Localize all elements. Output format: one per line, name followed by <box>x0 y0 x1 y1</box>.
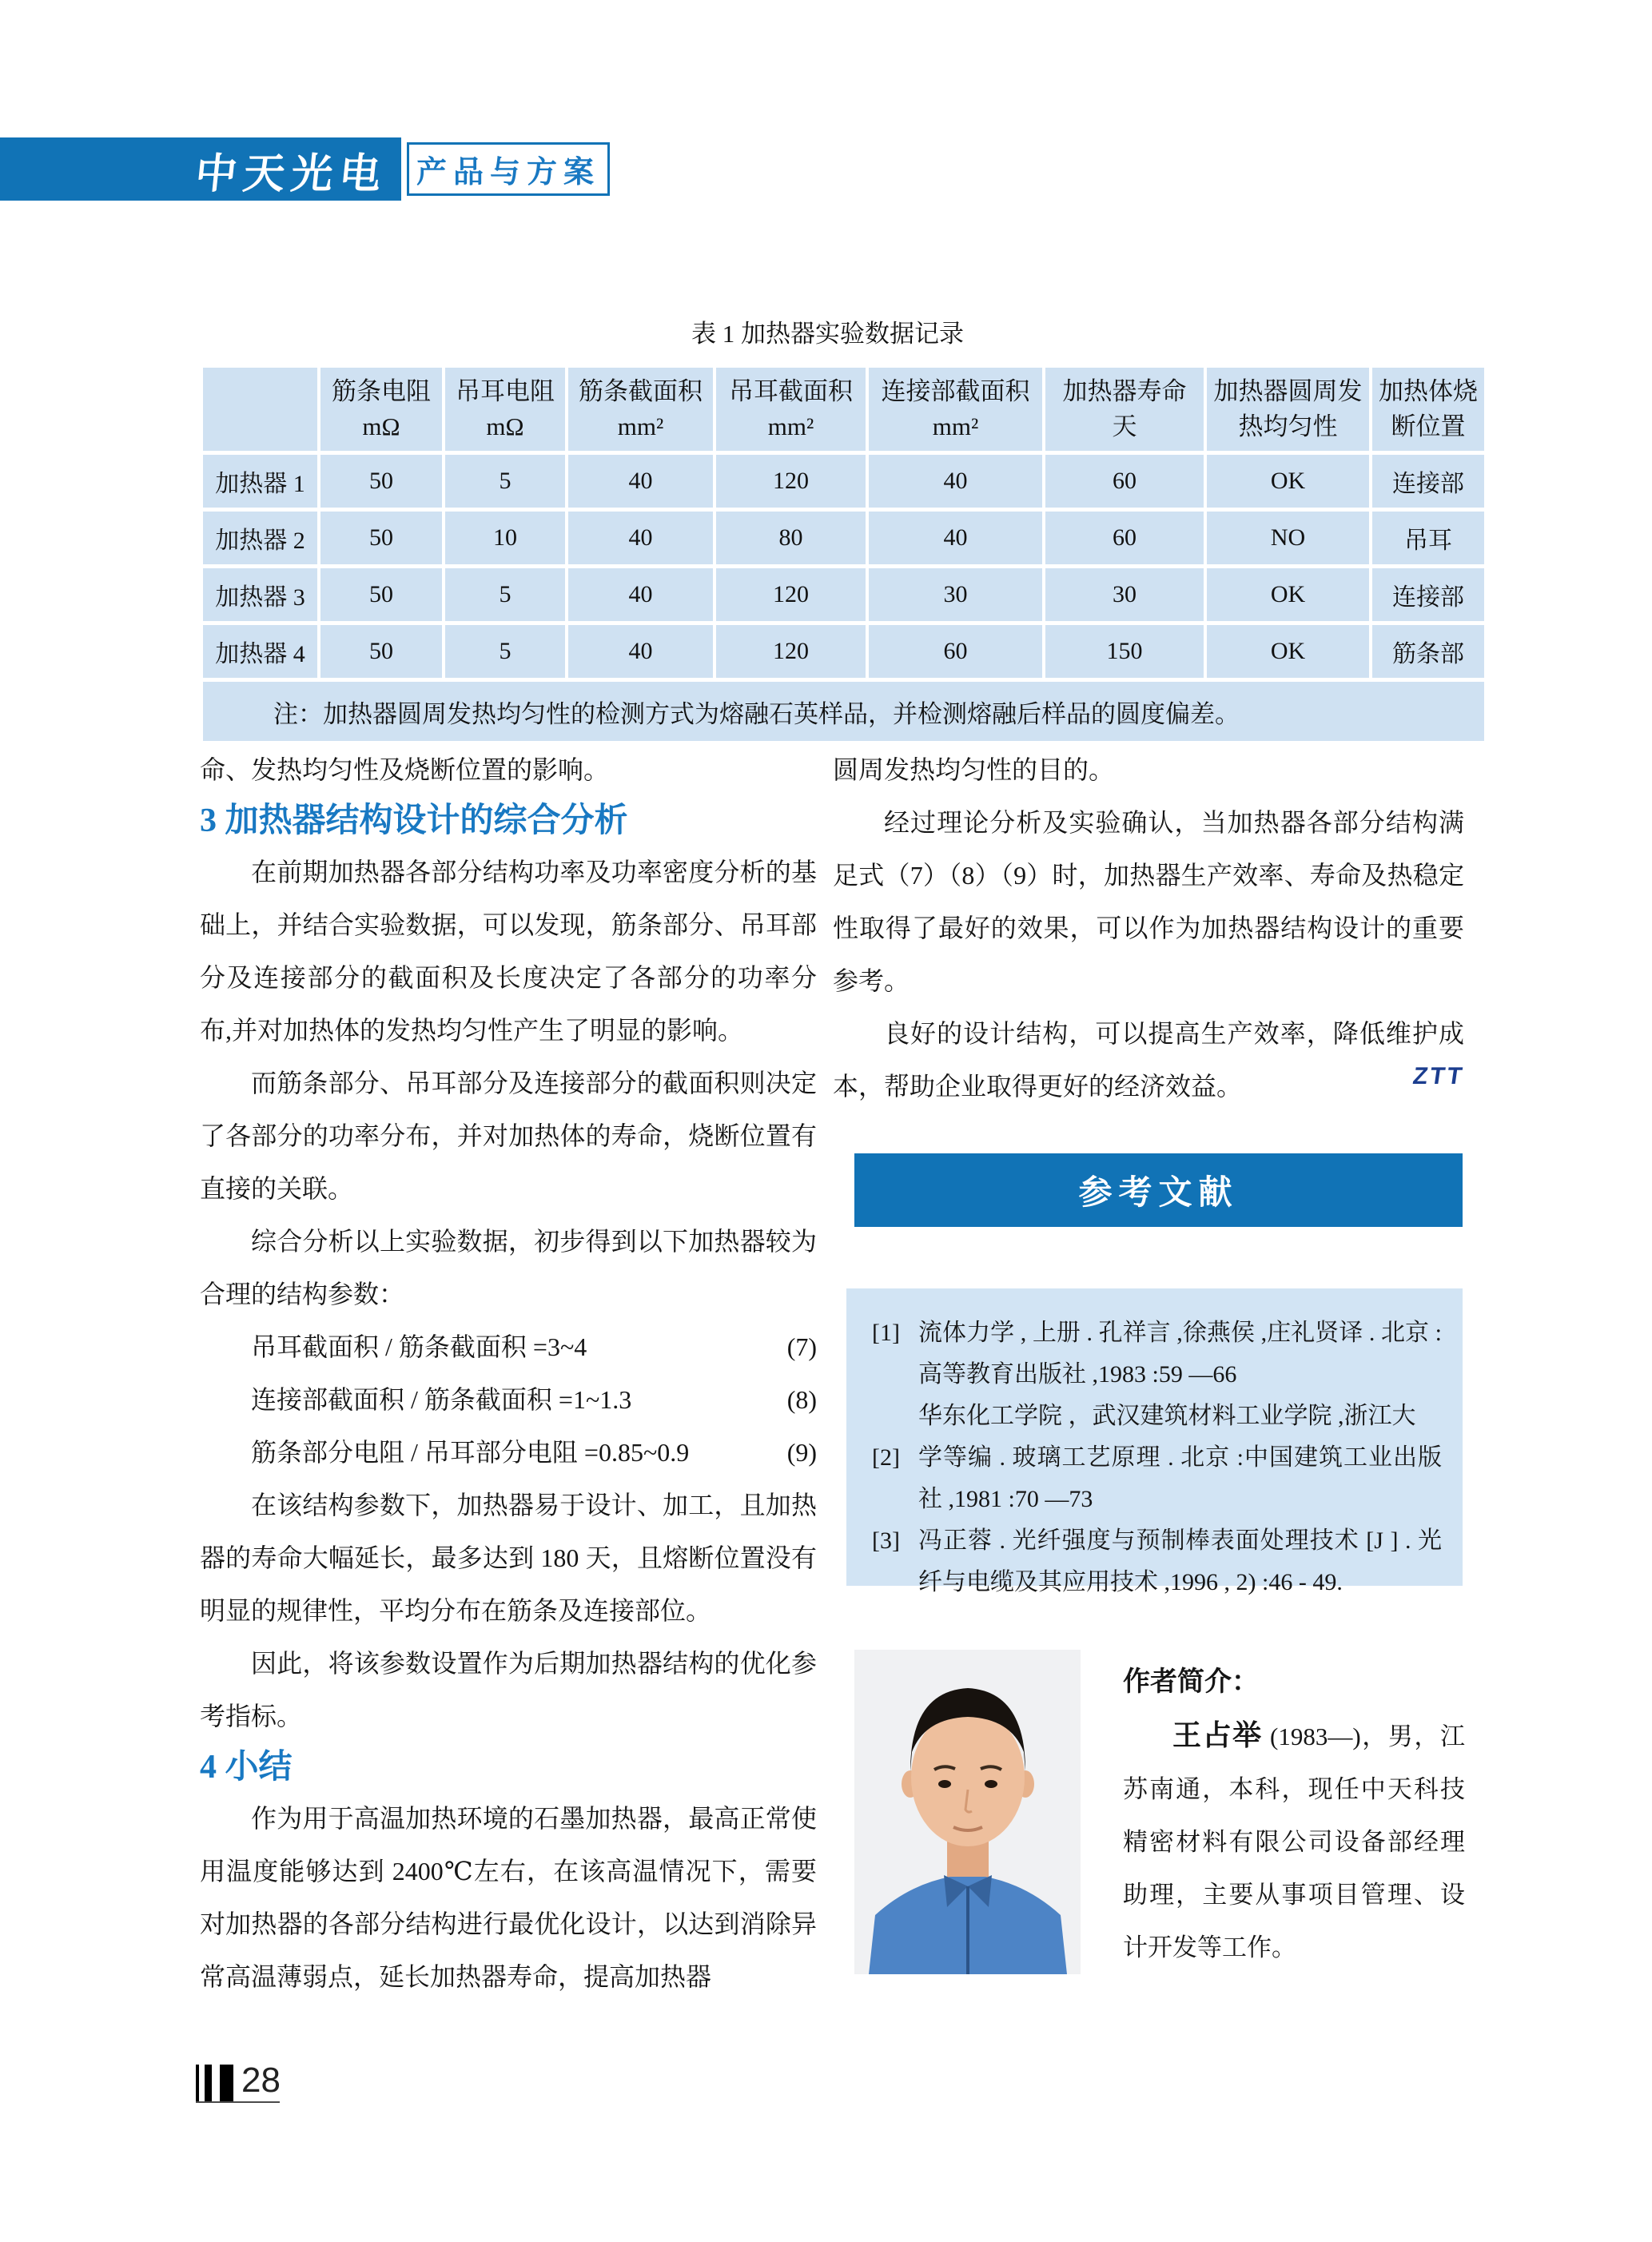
table-cell: 120 <box>716 625 866 678</box>
paragraph: 在该结构参数下，加热器易于设计、加工，且加热器的寿命大幅延长，最多达到 180 天，且熔断位置没有明显的规律性，平均分布在筋条及连接部位。 <box>200 1491 817 1625</box>
column-header <box>203 368 317 451</box>
equation-number: (8) <box>786 1385 817 1414</box>
reference-entry <box>872 1312 1442 1396</box>
table-cell: 30 <box>869 568 1042 621</box>
row-label: 加热器 1 <box>203 455 317 508</box>
equation-text: 连接部截面积 / 筋条截面积 =1~1.3 <box>251 1385 632 1414</box>
column-name: 筋条截面积 <box>579 377 703 405</box>
left-column <box>200 743 817 2003</box>
paragraph: 而筋条部分、吊耳部分及连接部分的截面积则决定了各部分的功率分布，并对加热体的寿命，烧断位置有直接的关联。 <box>200 1069 817 1203</box>
column-name: 加热器寿命 <box>1062 377 1187 405</box>
column-unit: mΩ <box>362 412 400 440</box>
column-header <box>568 368 713 451</box>
page-number: 28 <box>241 2061 281 2100</box>
table-header-row <box>203 368 1484 451</box>
table-cell: 60 <box>1045 455 1204 508</box>
reference-text: 流体力学 , 上册 . 孔祥言 ,徐燕侯 ,庄礼贤译 . 北京 : 高等教育出版社 ,1983 :59 —66 <box>918 1320 1442 1388</box>
column-header <box>716 368 866 451</box>
table-cell: 50 <box>320 512 442 564</box>
reference-text: 学等编 . 玻璃工艺原理 . 北京 :中国建筑工业出版社 ,1981 :70 —73 <box>918 1444 1442 1512</box>
column-unit: 天 <box>1112 412 1137 440</box>
table-cell: 60 <box>1045 512 1204 564</box>
column-name: 连接部截面积 <box>881 377 1030 405</box>
reference-marker: [1] <box>872 1320 900 1346</box>
table-cell: 40 <box>568 568 713 621</box>
author-bio-text <box>1123 1709 1465 1974</box>
equation-text: 筋条部分电阻 / 吊耳部分电阻 =0.85~0.9 <box>251 1438 690 1467</box>
row-label: 加热器 3 <box>203 568 317 621</box>
paragraph: 作为用于高温加热环境的石墨加热器，最高正常使用温度能够达到 2400℃左右，在该高温情况下，需要对加热器的各部分结构进行最优化设计，以达到消除异常高温薄弱点，延长加热器寿命，提高加热器 <box>200 1804 817 1991</box>
reference-text: 冯正蓉 . 光纤强度与预制棒表面处理技术 [J ] . 光纤与电缆及其应用技术 ,1996 , 2) :46 - 49. <box>918 1527 1442 1595</box>
column-header <box>869 368 1042 451</box>
table-row <box>203 625 1484 678</box>
column-name: 加热器圆周发热均匀性 <box>1213 377 1363 440</box>
column-header <box>1207 368 1369 451</box>
closing-paragraph-wrap <box>833 1007 1467 1113</box>
continuation-line: 圆周发热均匀性的目的。 <box>833 755 1115 784</box>
table-cell: 5 <box>445 455 565 508</box>
reference-marker: [2] <box>872 1444 900 1471</box>
column-unit: mΩ <box>486 412 524 440</box>
right-column <box>833 743 1467 1113</box>
table-cell: 50 <box>320 625 442 678</box>
table-cell: 50 <box>320 455 442 508</box>
column-name: 吊耳电阻 <box>456 377 555 405</box>
table-row <box>203 512 1484 564</box>
table-cell: 连接部 <box>1372 568 1484 621</box>
table-cell: OK <box>1207 455 1369 508</box>
references-banner: 参考文献 <box>854 1153 1463 1227</box>
barcode-bar <box>220 2065 233 2101</box>
table-cell: 80 <box>716 512 866 564</box>
continuation-line: 命、发热均匀性及烧断位置的影响。 <box>200 755 610 784</box>
table-cell: 120 <box>716 455 866 508</box>
ztt-logo: ZTT <box>1411 1063 1467 1089</box>
table-cell: 30 <box>1045 568 1204 621</box>
footer-rule <box>196 2101 280 2103</box>
table-cell: 40 <box>568 625 713 678</box>
author-bio-detail: (1983—)，男，江苏南通，本科，现任中天科技精密材料有限公司设备部经理助理，主要从事项目管理、设计开发等工作。 <box>1123 1722 1465 1961</box>
table-cell: 40 <box>568 455 713 508</box>
barcode-bar <box>196 2065 199 2101</box>
table-cell: 120 <box>716 568 866 621</box>
column-header <box>1372 368 1484 451</box>
reference-text: 华东化工学院 ，武汉建筑材料工业学院 ,浙江大 <box>918 1403 1416 1429</box>
equation-7 <box>200 1320 817 1373</box>
paragraph: 在前期加热器各部分结构功率及功率密度分析的基础上，并结合实验数据，可以发现，筋条部分、吊耳部分及连接部分的截面积及长度决定了各部分的功率分布,并对加热体的发热均匀性产生了明显的影响。 <box>200 858 817 1045</box>
table-cell: 连接部 <box>1372 455 1484 508</box>
equation-9 <box>200 1426 817 1479</box>
column-name: 吊耳截面积 <box>729 377 853 405</box>
reference-entry <box>872 1396 1442 1437</box>
table-cell: OK <box>1207 568 1369 621</box>
reference-entry <box>872 1520 1442 1603</box>
table-cell: OK <box>1207 625 1369 678</box>
column-unit: mm² <box>617 412 664 440</box>
column-header <box>320 368 442 451</box>
table-cell: 5 <box>445 625 565 678</box>
table-cell: 50 <box>320 568 442 621</box>
barcode-bar <box>205 2065 212 2101</box>
table-cell: 60 <box>869 625 1042 678</box>
author-bio <box>1123 1656 1465 1974</box>
author-name: 王占举 <box>1172 1719 1263 1751</box>
table-cell: 吊耳 <box>1372 512 1484 564</box>
experiment-table <box>200 364 1487 745</box>
paragraph: 经过理论分析及实验确认，当加热器各部分结构满足式（7）（8）（9）时，加热器生产效率、寿命及热稳定性取得了最好的效果，可以作为加热器结构设计的重要参考。 <box>833 808 1464 995</box>
equation-text: 吊耳截面积 / 筋条截面积 =3~4 <box>251 1332 587 1361</box>
paragraph: 因此，将该参数设置作为后期加热器结构的优化参考指标。 <box>200 1649 817 1730</box>
equation-8 <box>200 1373 817 1426</box>
column-unit: mm² <box>932 412 979 440</box>
brand-logo: 中天光电 <box>193 149 390 198</box>
table-cell: 40 <box>869 455 1042 508</box>
reference-marker: [3] <box>872 1527 900 1554</box>
table-title: 表 1 加热器实验数据记录 <box>691 320 964 348</box>
author-photo <box>854 1650 1081 1974</box>
row-label: 加热器 4 <box>203 625 317 678</box>
row-label: 加热器 2 <box>203 512 317 564</box>
header-tab <box>402 137 615 201</box>
section-heading-4: 4 小结 <box>200 1749 293 1786</box>
table-cell: 5 <box>445 568 565 621</box>
table-cell: 40 <box>869 512 1042 564</box>
section-heading-3: 3 加热器结构设计的综合分析 <box>200 802 628 839</box>
table-row <box>203 568 1484 621</box>
author-bio-heading: 作者简介： <box>1123 1667 1259 1697</box>
author-portrait-illustration <box>854 1650 1081 1974</box>
column-header <box>445 368 565 451</box>
table-cell: 筋条部 <box>1372 625 1484 678</box>
header-tab-label: 产品与方案 <box>407 142 610 196</box>
table-cell: 10 <box>445 512 565 564</box>
table-note-row <box>203 682 1484 741</box>
equation-number: (7) <box>786 1332 817 1361</box>
table-row <box>203 455 1484 508</box>
table-cell: 40 <box>568 512 713 564</box>
table-note: 注：加热器圆周发热均匀性的检测方式为熔融石英样品，并检测熔融后样品的圆度偏差。 <box>203 682 1484 741</box>
equation-number: (9) <box>786 1438 817 1467</box>
references-box <box>846 1288 1463 1595</box>
table-cell: 150 <box>1045 625 1204 678</box>
column-name: 加热体烧断位置 <box>1379 377 1478 440</box>
column-name: 筋条电阻 <box>332 377 431 405</box>
paragraph: 良好的设计结构，可以提高生产效率，降低维护成本，帮助企业取得更好的经济效益。 <box>833 1019 1464 1101</box>
table-cell: NO <box>1207 512 1369 564</box>
reference-marker <box>872 1396 918 1437</box>
column-header <box>1045 368 1204 451</box>
paragraph: 综合分析以上实验数据，初步得到以下加热器较为合理的结构参数： <box>200 1227 817 1308</box>
reference-entry <box>872 1437 1442 1520</box>
column-unit: mm² <box>767 412 814 440</box>
